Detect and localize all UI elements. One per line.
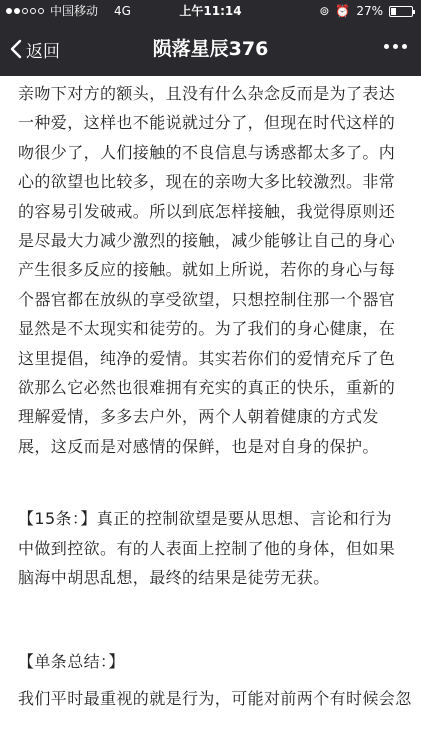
status-time: 上午11:14: [179, 4, 242, 18]
alarm-icon: ⏰: [335, 4, 351, 18]
network-label: 4G: [114, 4, 131, 18]
paragraph: 【15条：】真正的控制欲望是要从思想、言论和行为中做到控欲。有的人表面上控制了他的身体，但如果脑海中胡思乱想，最终的结果是徒劳无获。: [18, 509, 396, 588]
top-bar: [0, 0, 421, 76]
status-bar: [0, 0, 421, 22]
paragraph: 亲吻下对方的额头，且没有什么杂念反而是为了表达一种爱，这样也不能说就过分了，但现在时代这样的吻很少了，人们接触的不良信息与诱惑都太多了。内心的欲望也比较多，现在的亲吻大多比较激烈。非常的容易引发破戒。所以到底怎样接触，我觉得原则还是尽最大力减少激烈的接触，减少能够让自己的身心产生很多反应的接触。就如上所说，若你的身心与每个器官都在放纵的享受欲望，只想控制住那一个器官显然是不太现实和徒劳的。为了我们的身心健康，在这里提倡，纯净的爱情。其实若你们的爱情充斥了色欲那么它必然也很难拥有充实的真正的快乐，重新的理解爱情，多多去户外，两个人朝着健康的方式发展，这反而是对感情的保鲜，也是对自身的保护。: [18, 84, 396, 456]
battery-percent: 27%: [356, 4, 383, 18]
battery-fill: [391, 8, 396, 15]
back-button[interactable]: [10, 36, 60, 62]
navigation-bar: [0, 22, 421, 76]
page-title: 陨落星辰376: [152, 38, 269, 60]
carrier-label: 中国移动: [50, 4, 99, 18]
article-content: [18, 76, 412, 713]
back-label: 返回: [26, 41, 60, 62]
rotation-lock-icon: ⊚: [319, 4, 330, 18]
status-right: [319, 0, 413, 22]
section-heading: 【单条总结：】: [18, 651, 125, 671]
more-options-icon[interactable]: [384, 44, 407, 49]
chevron-left-icon: [10, 39, 22, 59]
paragraph: 我们平时最重视的就是行为，可能对前两个有时候会忽: [18, 688, 412, 708]
battery-icon: [389, 6, 413, 17]
